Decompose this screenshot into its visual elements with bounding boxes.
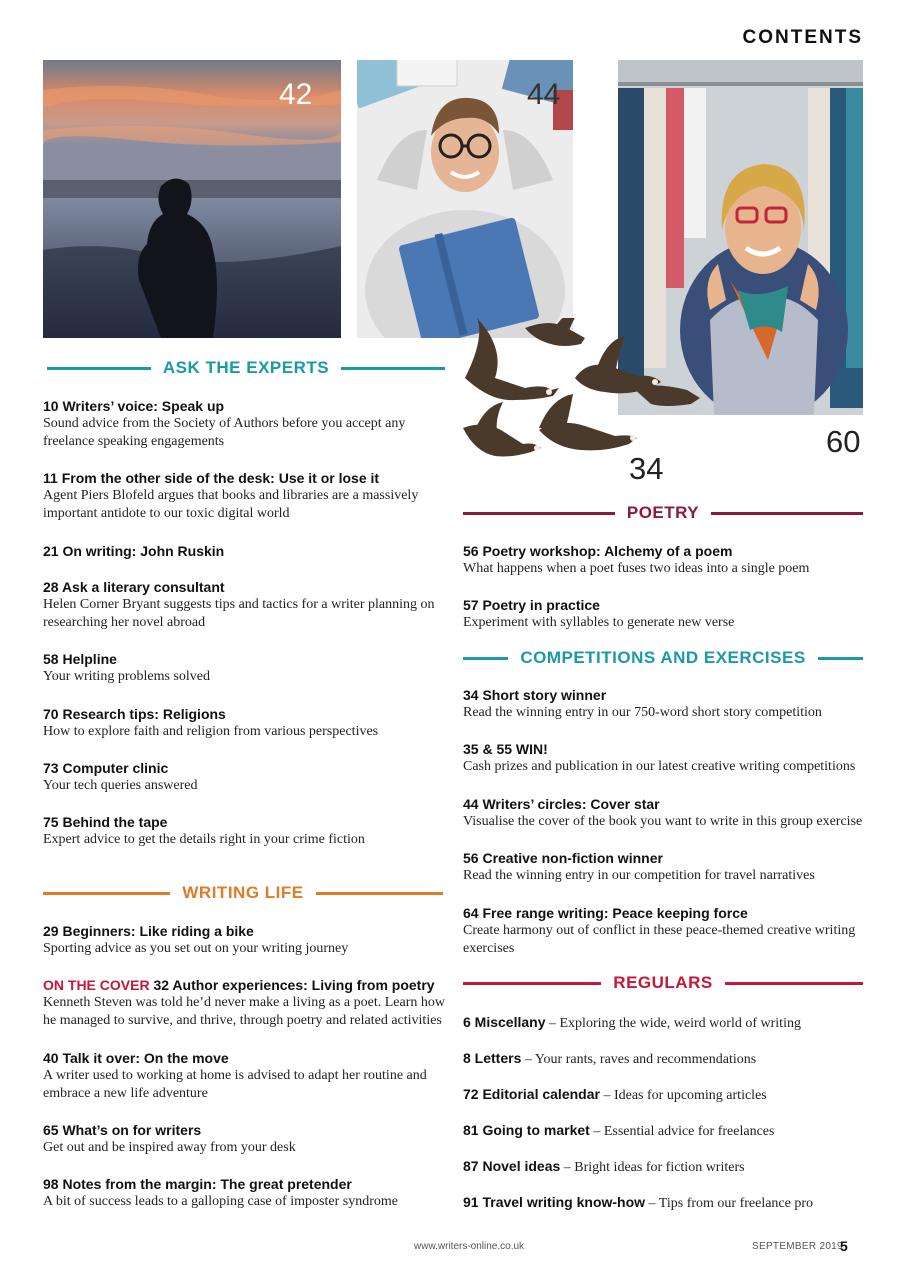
regular-entry[interactable] (463, 1157, 868, 1177)
toc-entry[interactable] (463, 795, 868, 831)
regular-entry[interactable] (463, 1049, 868, 1069)
entry-heading: 44 Writers’ circles: Cover star (463, 796, 660, 812)
entry-heading: 98 Notes from the margin: The great pretender (43, 1176, 352, 1192)
toc-entry[interactable] (463, 542, 863, 578)
entry-description: Expert advice to get the details right in your crime fiction (43, 832, 365, 847)
toc-entry[interactable] (43, 1121, 443, 1157)
photo-page-number: 34 (629, 451, 664, 486)
regular-heading: 91 Travel writing know-how (463, 1194, 646, 1210)
toc-entry[interactable] (43, 542, 443, 560)
section-title: ASK THE EXPERTS (162, 358, 330, 377)
section-header-regulars (463, 972, 863, 994)
entry-heading: 11 From the other side of the desk: Use it or lose it (43, 470, 380, 486)
regular-description: – Your rants, raves and recommendations (521, 1052, 757, 1067)
divider-line (725, 982, 863, 985)
entry-heading: 29 Beginners: Like riding a bike (43, 923, 254, 939)
entry-description: Agent Piers Blofeld argues that books and libraries are a massively important antidote to our toxic digital world (43, 488, 419, 521)
entry-heading: 70 Research tips: Religions (43, 706, 226, 722)
divider-line (711, 512, 863, 515)
toc-entry[interactable] (43, 469, 443, 523)
entry-description: Read the winning entry in our competition for travel narratives (463, 868, 815, 883)
section-header-competitions (463, 647, 863, 669)
entry-heading: 75 Behind the tape (43, 814, 168, 830)
toc-entry[interactable] (43, 650, 443, 686)
footer-url[interactable]: www.writers-online.co.uk (414, 1241, 525, 1252)
toc-entry[interactable] (43, 705, 443, 741)
entry-heading: 57 Poetry in practice (463, 597, 600, 613)
regular-description: – Tips from our freelance pro (645, 1196, 814, 1211)
section-header-ask-the-experts (47, 357, 445, 379)
entry-heading: 28 Ask a literary consultant (43, 579, 225, 595)
entry-description: What happens when a poet fuses two ideas into a single poem (463, 561, 810, 576)
divider-line (463, 982, 601, 985)
regular-description: – Exploring the wide, weird world of writing (545, 1016, 801, 1031)
entry-heading: 65 What’s on for writers (43, 1122, 202, 1138)
entry-heading: 73 Computer clinic (43, 760, 169, 776)
toc-entry-cover-story[interactable] (43, 976, 448, 1030)
entry-description: Experiment with syllables to generate new verse (463, 615, 735, 630)
divider-line (463, 512, 615, 515)
photo-page-number: 44 (527, 78, 561, 111)
toc-entry[interactable] (43, 922, 443, 958)
divider-line (341, 367, 445, 370)
toc-entry[interactable] (463, 686, 868, 722)
section-title: REGULARS (613, 973, 713, 992)
photo-page-number: 60 (826, 424, 861, 459)
entry-heading: 58 Helpline (43, 651, 117, 667)
regular-heading: 6 Miscellany (463, 1014, 546, 1030)
entry-description: How to explore faith and religion from various perspectives (43, 724, 379, 739)
toc-entry[interactable] (43, 397, 443, 451)
entry-description: Helen Corner Bryant suggests tips and tactics for a writer planning on researching her novel abroad (43, 597, 435, 630)
divider-line (43, 892, 170, 895)
entry-description: Sporting advice as you set out on your writing journey (43, 941, 349, 956)
photo-reader (357, 60, 573, 338)
section-header-writing-life (43, 882, 443, 904)
divider-line (316, 892, 443, 895)
entry-heading: 35 & 55 WIN! (463, 741, 548, 757)
footer-date: SEPTEMBER 2019 (752, 1241, 843, 1252)
regular-heading: 72 Editorial calendar (463, 1086, 600, 1102)
toc-entry[interactable] (43, 1049, 443, 1103)
entry-heading: 10 Writers’ voice: Speak up (43, 398, 225, 414)
regular-heading: 81 Going to market (463, 1122, 590, 1138)
section-title: COMPETITIONS AND EXERCISES (520, 648, 806, 667)
section-title: POETRY (626, 503, 700, 522)
entry-description: A bit of success leads to a galloping case of imposter syndrome (43, 1194, 398, 1209)
entry-heading: 56 Creative non-fiction winner (463, 850, 663, 866)
divider-line (463, 657, 508, 660)
regular-description: – Ideas for upcoming articles (599, 1088, 767, 1103)
entry-description: Kenneth Steven was told he’d never make a living as a poet. Learn how he managed to survive, and thrive, through poetry and related activities (43, 995, 445, 1028)
toc-entry[interactable] (43, 813, 443, 849)
section-title: WRITING LIFE (182, 883, 304, 902)
regular-entry[interactable] (463, 1121, 868, 1141)
regular-entry[interactable] (463, 1085, 868, 1105)
entry-description: Get out and be inspired away from your desk (43, 1140, 296, 1155)
page-title: CONTENTS (742, 27, 863, 48)
photo-page-number: 42 (279, 78, 313, 111)
entry-heading: 56 Poetry workshop: Alchemy of a poem (463, 543, 733, 559)
entry-heading: 40 Talk it over: On the move (43, 1050, 229, 1066)
entry-description: Visualise the cover of the book you want to write in this group exercise (463, 814, 863, 829)
entry-heading: 21 On writing: John Ruskin (43, 543, 225, 559)
toc-entry[interactable] (43, 759, 443, 795)
regular-entry[interactable] (463, 1013, 868, 1033)
entry-description: A writer used to working at home is advised to adapt her routine and embrace a new life adventure (43, 1068, 427, 1101)
toc-entry[interactable] (463, 904, 863, 958)
regular-description: – Essential advice for freelances (589, 1124, 775, 1139)
regular-description: – Bright ideas for fiction writers (560, 1160, 745, 1175)
regular-entry[interactable] (463, 1193, 868, 1213)
entry-description: Cash prizes and publication in our latest creative writing competitions (463, 759, 856, 774)
photo-sunset (43, 60, 341, 338)
toc-entry[interactable] (463, 596, 863, 632)
toc-entry[interactable] (463, 740, 868, 776)
regular-heading: 8 Letters (463, 1050, 522, 1066)
toc-entry[interactable] (463, 849, 868, 885)
entry-heading: 64 Free range writing: Peace keeping force (463, 905, 748, 921)
entry-heading (43, 976, 448, 994)
entry-description: Your tech queries answered (43, 778, 198, 793)
on-the-cover-tag: ON THE COVER (43, 977, 150, 993)
regular-heading: 87 Novel ideas (463, 1158, 561, 1174)
entry-description: Sound advice from the Society of Authors before you accept any freelance speaking engagements (43, 416, 406, 449)
entry-description: Create harmony out of conflict in these peace-themed creative writing exercises (463, 923, 856, 956)
entry-description: Read the winning entry in our 750-word short story competition (463, 705, 822, 720)
divider-line (818, 657, 863, 660)
entry-heading-text: 32 Author experiences: Living from poetry (149, 977, 435, 993)
footer-page-number: 5 (840, 1238, 848, 1254)
divider-line (47, 367, 151, 370)
toc-entry[interactable] (43, 578, 443, 632)
toc-entry[interactable] (43, 1175, 443, 1211)
entry-heading: 34 Short story winner (463, 687, 607, 703)
entry-description: Your writing problems solved (43, 669, 210, 684)
section-header-poetry (463, 502, 863, 524)
